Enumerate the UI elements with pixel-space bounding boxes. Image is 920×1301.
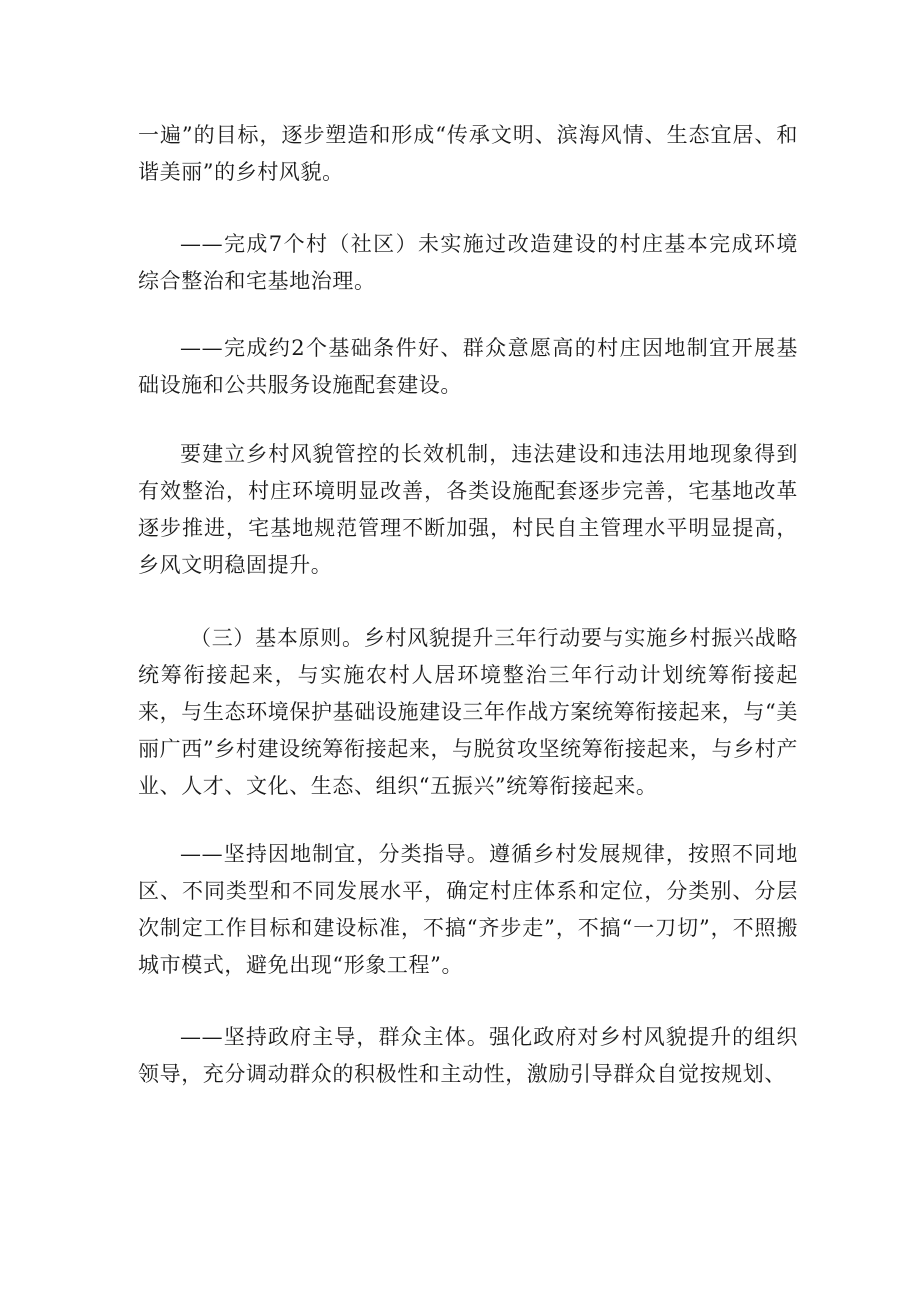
paragraph-long-term-mechanism: 要建立乡村风貌管控的长效机制，违法建设和违法用地现象得到有效整治，村庄环境明显改善，各类设施配套逐步完善，宅基地改革逐步推进，宅基地规范管理不断加强，村民自主管理水平明显提高，乡风文明稳固提升。: [138, 442, 798, 577]
paragraph-principle-government-lead: ——坚持政府主导，群众主体。强化政府对乡村风貌提升的组织领导，充分调动群众的积极性和主动性，激励引导群众自觉按规划、: [138, 1025, 798, 1086]
paragraph-target-infrastructure: ——完成约2个基础条件好、群众意愿高的村庄因地制宜开展基础设施和公共服务设施配套建设。: [138, 336, 798, 397]
paragraph-target-villages-renovation: ——完成7个村（社区）未实施过改造建设的村庄基本完成环境综合整治和宅基地治理。: [138, 232, 798, 293]
paragraph-basic-principles: （三）基本原则。乡村风貌提升三年行动要与实施乡村振兴战略统筹衔接起来，与实施农村人居环境整治三年行动计划统筹衔接起来，与生态环境保护基础设施建设三年作战方案统筹衔接起来，与“美丽广西”乡村建设统筹衔接起来，与脱贫攻坚统筹衔接起来，与乡村产业、人才、文化、生态、组织“五振兴”统筹衔接起来。: [138, 626, 798, 798]
paragraph-principle-local-conditions: ——坚持因地制宜，分类指导。遵循乡村发展规律，按照不同地区、不同类型和不同发展水平，确定村庄体系和定位，分类别、分层次制定工作目标和建设标准，不搞“齐步走”，不搞“一刀切”，不照搬城市模式，避免出现“形象工程”。: [138, 842, 798, 977]
paragraph-goal-continuation: 一遍”的目标，逐步塑造和形成“传承文明、滨海风情、生态宜居、和谐美丽”的乡村风貌。: [138, 123, 798, 184]
